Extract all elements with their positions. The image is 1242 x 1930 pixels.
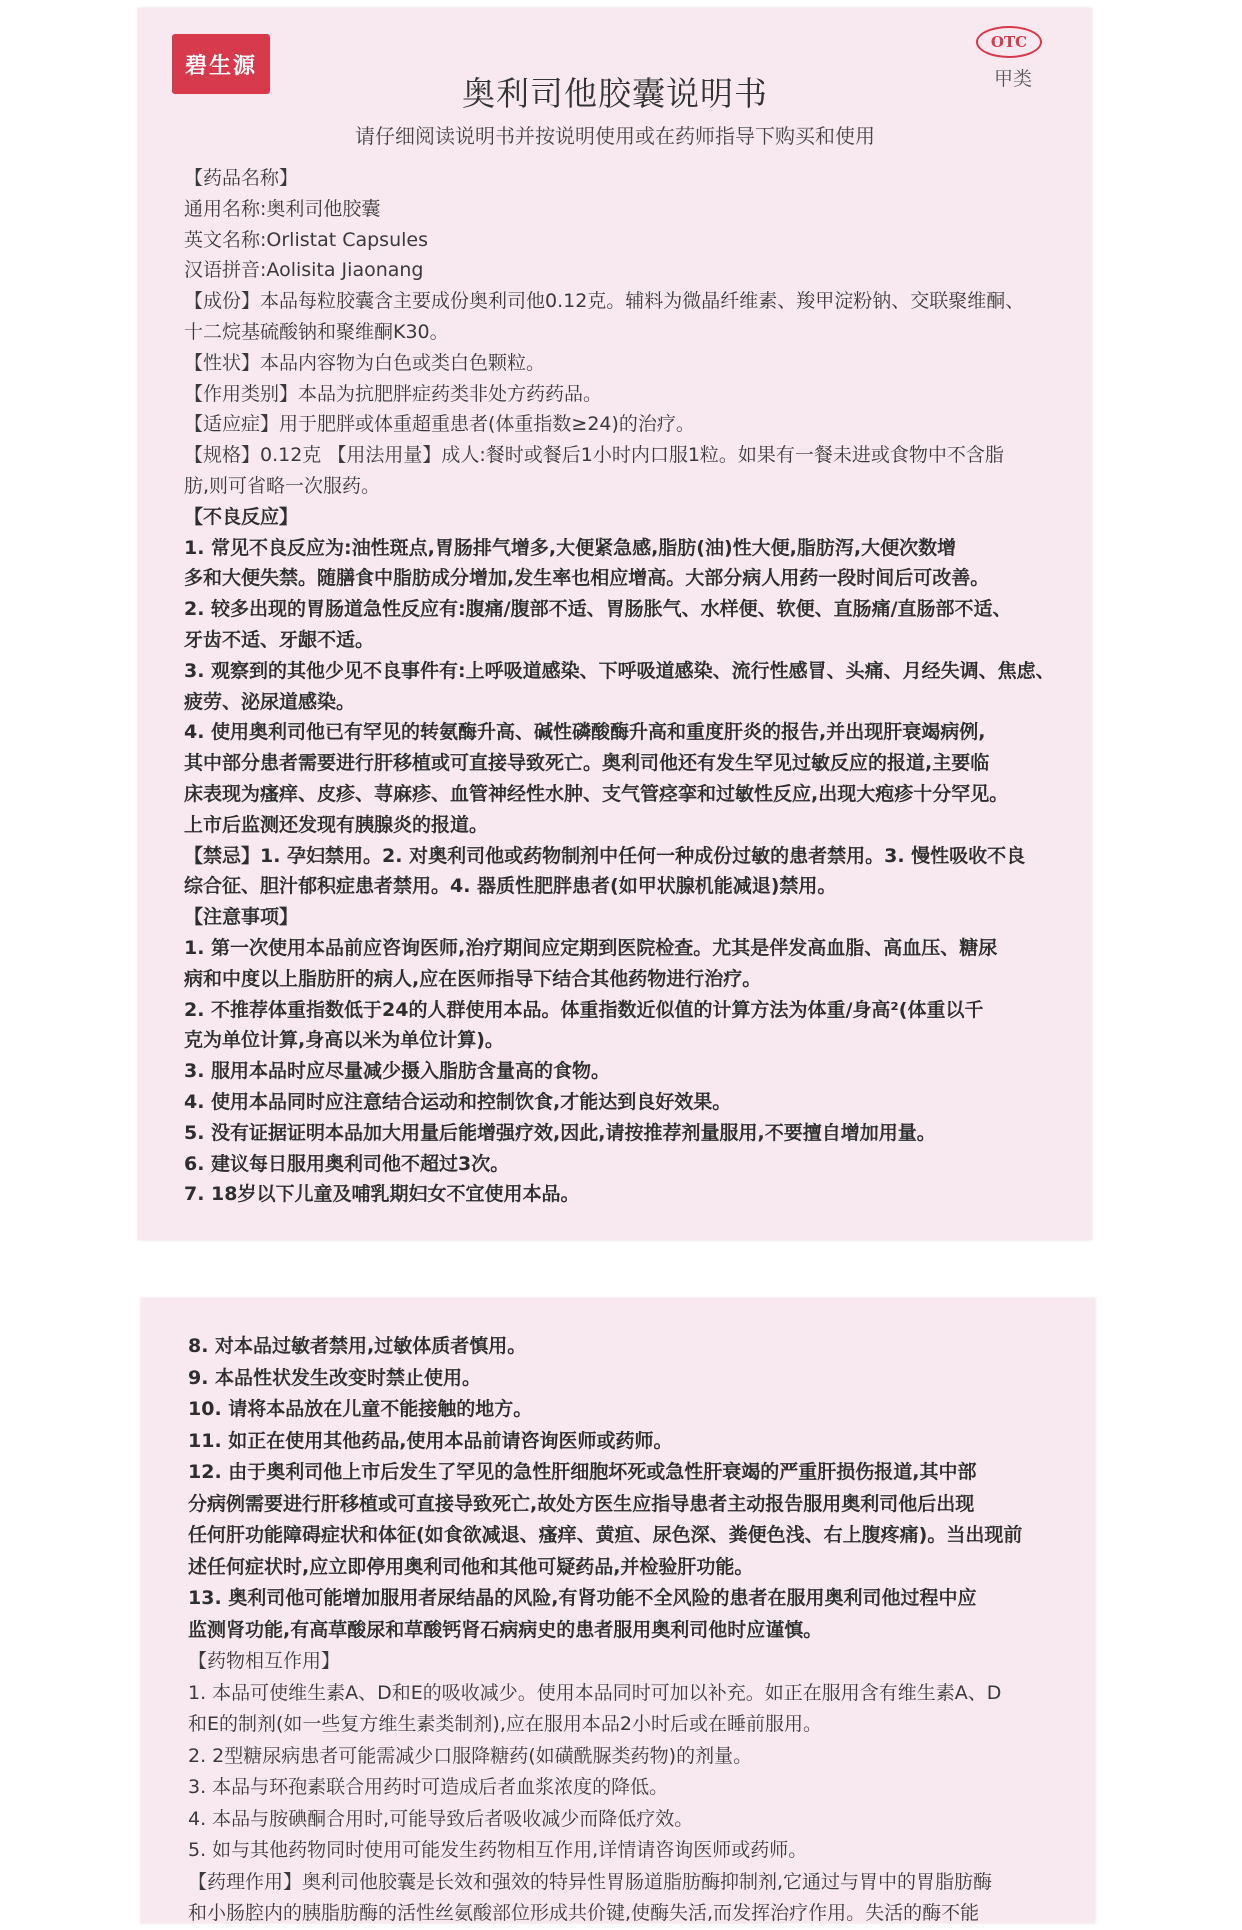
text-line: 1. 常见不良反应为:油性斑点,胃肠排气增多,大便紧急感,脂肪(油)性大便,脂肪泻,大便次数增 <box>184 536 957 559</box>
text-line: 5. 没有证据证明本品加大用量后能增强疗效,因此,请按推荐剂量服用,不要擅自增加用量。 <box>184 1121 936 1144</box>
leaflet-body-2 <box>188 1331 1067 1930</box>
text-line: 3. 观察到的其他少见不良事件有:上呼吸道感染、下呼吸道感染、流行性感冒、头痛、月经失调、焦虑、 <box>184 659 1055 682</box>
brand-logo: 碧生源 <box>172 34 270 94</box>
text-line: 和小肠腔内的胰脂肪酶的活性丝氨酸部位形成共价键,使酶失活,而发挥治疗作用。失活的酶不能 <box>188 1902 980 1924</box>
leaflet-page-2 <box>141 1298 1095 1923</box>
text-line: 【不良反应】 <box>184 505 299 528</box>
text-line: 10. 请将本品放在儿童不能接触的地方。 <box>188 1398 533 1420</box>
text-line: 【成份】本品每粒胶囊含主要成份奥利司他0.12克。辅料为微晶纤维素、羧甲淀粉钠、交联聚维酮、 <box>184 290 1025 313</box>
text-line: 【性状】本品内容物为白色或类白色颗粒。 <box>184 351 546 374</box>
text-line: 床表现为瘙痒、皮疹、荨麻疹、血管神经性水肿、支气管痉挛和过敏性反应,出现大疱疹十分罕见。 <box>184 782 1009 805</box>
text-line: 2. 不推荐体重指数低于24的人群使用本品。体重指数近似值的计算方法为体重/身高²(体重以千 <box>184 998 984 1021</box>
text-line: 【药物相互作用】 <box>188 1650 341 1672</box>
otc-class-label: 甲类 <box>993 68 1032 90</box>
text-line: 3. 服用本品时应尽量减少摄入脂肪含量高的食物。 <box>184 1060 611 1083</box>
text-line: 1. 第一次使用本品前应咨询医师,治疗期间应定期到医院检查。尤其是伴发高血脂、高血压、糖尿 <box>184 936 998 959</box>
text-line: 【作用类别】本品为抗肥胖症药类非处方药药品。 <box>184 382 603 405</box>
text-line: 【注意事项】 <box>184 906 299 929</box>
text-line: 4. 使用本品同时应注意结合运动和控制饮食,才能达到良好效果。 <box>184 1090 732 1113</box>
text-line: 多和大便失禁。随膳食中脂肪成分增加,发生率也相应增高。大部分病人用药一段时间后可改善。 <box>184 567 990 590</box>
text-line: 11. 如正在使用其他药品,使用本品前请咨询医师或药师。 <box>188 1429 673 1452</box>
leaflet-page-1 <box>138 8 1092 1240</box>
text-line: 2. 较多出现的胃肠道急性反应有:腹痛/腹部不适、胃肠胀气、水样便、软便、直肠痛/直肠部不适、 <box>184 598 1012 621</box>
text-line: 6. 建议每日服用奥利司他不超过3次。 <box>184 1152 510 1175</box>
text-line: 其中部分患者需要进行肝移植或可直接导致死亡。奥利司他还有发生罕见过敏反应的报道,主要临 <box>184 752 990 775</box>
text-line: 病和中度以上脂肪肝的病人,应在医师指导下结合其他药物进行治疗。 <box>184 967 762 990</box>
text-line: 3. 本品与环孢素联合用药时可造成后者血浆浓度的降低。 <box>188 1776 669 1798</box>
text-line: 8. 对本品过敏者禁用,过敏体质者慎用。 <box>188 1335 527 1357</box>
text-line: 2. 2型糖尿病患者可能需减少口服降糖药(如磺酰脲类药物)的剂量。 <box>188 1744 753 1767</box>
text-line: 通用名称:奥利司他胶囊 <box>184 197 381 220</box>
text-line: 疲劳、泌尿道感染。 <box>184 690 356 713</box>
text-line: 肪,则可省略一次服药。 <box>184 474 381 497</box>
document-title: 奥利司他胶囊说明书 <box>462 74 768 113</box>
text-line: 克为单位计算,身高以米为单位计算)。 <box>184 1029 504 1052</box>
text-line: 英文名称:Orlistat Capsules <box>184 228 428 251</box>
text-line: 4. 使用奥利司他已有罕见的转氨酶升高、碱性磷酸酶升高和重度肝炎的报告,并出现肝衰竭病例, <box>184 721 986 744</box>
text-line: 7. 18岁以下儿童及哺乳期妇女不宜使用本品。 <box>184 1183 580 1206</box>
text-line: 和E的制剂(如一些复方维生素类制剂),应在服用本品2小时后或在睡前服用。 <box>188 1713 822 1735</box>
text-line: 述任何症状时,应立即停用奥利司他和其他可疑药品,并检验肝功能。 <box>188 1555 754 1578</box>
document-subtitle: 请仔细阅读说明书并按说明使用或在药师指导下购买和使用 <box>355 124 875 148</box>
text-line: 十二烷基硫酸钠和聚维酮K30。 <box>184 320 449 343</box>
text-line: 监测肾功能,有高草酸尿和草酸钙肾石病病史的患者服用奥利司他时应谨慎。 <box>188 1618 823 1641</box>
text-line: 分病例需要进行肝移植或可直接导致死亡,故处方医生应指导患者主动报告服用奥利司他后出现 <box>188 1492 975 1515</box>
text-line: 12. 由于奥利司他上市后发生了罕见的急性肝细胞坏死或急性肝衰竭的严重肝损伤报道,其中部 <box>188 1461 977 1483</box>
otc-badge: OTC <box>976 26 1042 58</box>
leaflet-body-1 <box>184 163 1064 1210</box>
text-line: 9. 本品性状发生改变时禁止使用。 <box>188 1366 482 1389</box>
text-line: 【禁忌】1. 孕妇禁用。2. 对奥利司他或药物制剂中任何一种成份过敏的患者禁用。3. 慢性吸收不良 <box>184 844 1026 867</box>
text-line: 【药品名称】 <box>184 167 299 189</box>
text-line: 上市后监测还发现有胰腺炎的报道。 <box>184 813 489 836</box>
text-line: 【药理作用】奥利司他胶囊是长效和强效的特异性胃肠道脂肪酶抑制剂,它通过与胃中的胃脂肪酶 <box>188 1870 993 1893</box>
text-line: 13. 奥利司他可能增加服用者尿结晶的风险,有肾功能不全风险的患者在服用奥利司他过程中应 <box>188 1587 977 1609</box>
text-line: 任何肝功能障碍症状和体征(如食欲减退、瘙痒、黄疸、尿色深、粪便色浅、右上腹疼痛)。当出现前 <box>188 1524 1023 1546</box>
text-line: 【规格】0.12克 【用法用量】成人:餐时或餐后1小时内口服1粒。如果有一餐未进或食物中不含脂 <box>184 444 1004 467</box>
text-line: 1. 本品可使维生素A、D和E的吸收减少。使用本品同时可加以补充。如正在服用含有维生素A、D <box>188 1681 1002 1704</box>
text-line: 综合征、胆汁郁积症患者禁用。4. 器质性肥胖患者(如甲状腺机能减退)禁用。 <box>184 875 837 898</box>
text-line: 【适应症】用于肥胖或体重超重患者(体重指数≥24)的治疗。 <box>184 413 695 436</box>
text-line: 牙齿不适、牙龈不适。 <box>184 628 375 651</box>
text-line: 4. 本品与胺碘酮合用时,可能导致后者吸收减少而降低疗效。 <box>188 1807 694 1830</box>
text-line: 5. 如与其他药物同时使用可能发生药物相互作用,详情请咨询医师或药师。 <box>188 1839 808 1861</box>
text-line: 汉语拼音:Aolisita Jiaonang <box>184 259 424 282</box>
